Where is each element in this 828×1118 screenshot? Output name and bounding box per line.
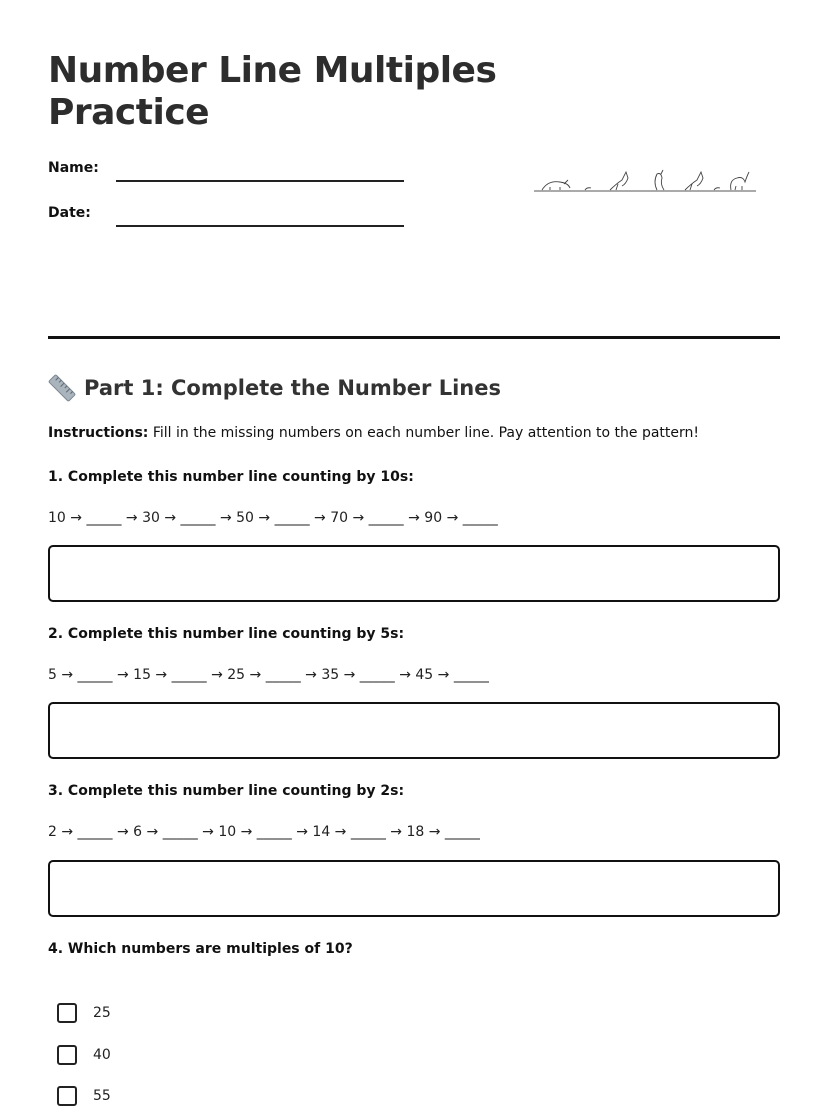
section-divider [48, 336, 780, 339]
option-55[interactable] [57, 1086, 111, 1106]
date-field[interactable] [116, 225, 404, 227]
instructions [48, 425, 699, 441]
question-1-sequence: 10 → _____ → 30 → _____ → 50 → _____ → 70 → _____ → 90 → _____ [48, 510, 498, 526]
option-label: 40 [93, 1047, 111, 1063]
question-2-title: 2. Complete this number line counting by 5s: [48, 626, 405, 642]
date-label: Date: [48, 205, 91, 221]
ruler-icon [48, 374, 76, 402]
question-2-sequence: 5 → _____ → 15 → _____ → 25 → _____ → 35 → _____ → 45 → _____ [48, 667, 489, 683]
checkbox[interactable] [57, 1003, 77, 1023]
part1-heading [48, 374, 501, 402]
question-1-title: 1. Complete this number line counting by 10s: [48, 469, 414, 485]
option-label: 55 [93, 1088, 111, 1104]
instructions-text: Fill in the missing numbers on each number line. Pay attention to the pattern! [148, 425, 700, 441]
name-label: Name: [48, 160, 99, 176]
question-4-title: 4. Which numbers are multiples of 10? [48, 941, 353, 957]
checkbox[interactable] [57, 1086, 77, 1106]
question-2-answer-box[interactable] [48, 702, 780, 759]
question-1-answer-box[interactable] [48, 545, 780, 602]
part1-heading-text: Part 1: Complete the Number Lines [84, 376, 501, 400]
question-3-sequence: 2 → _____ → 6 → _____ → 10 → _____ → 14 → _____ → 18 → _____ [48, 824, 480, 840]
option-40[interactable] [57, 1045, 111, 1065]
question-3-answer-box[interactable] [48, 860, 780, 917]
animals-illustration [530, 160, 760, 200]
question-3-title: 3. Complete this number line counting by 2s: [48, 783, 405, 799]
name-field[interactable] [116, 180, 404, 182]
worksheet-title: Number Line Multiples Practice [48, 50, 497, 133]
instructions-label: Instructions: [48, 425, 149, 441]
checkbox[interactable] [57, 1045, 77, 1065]
option-label: 25 [93, 1005, 111, 1021]
option-25[interactable] [57, 1003, 111, 1023]
